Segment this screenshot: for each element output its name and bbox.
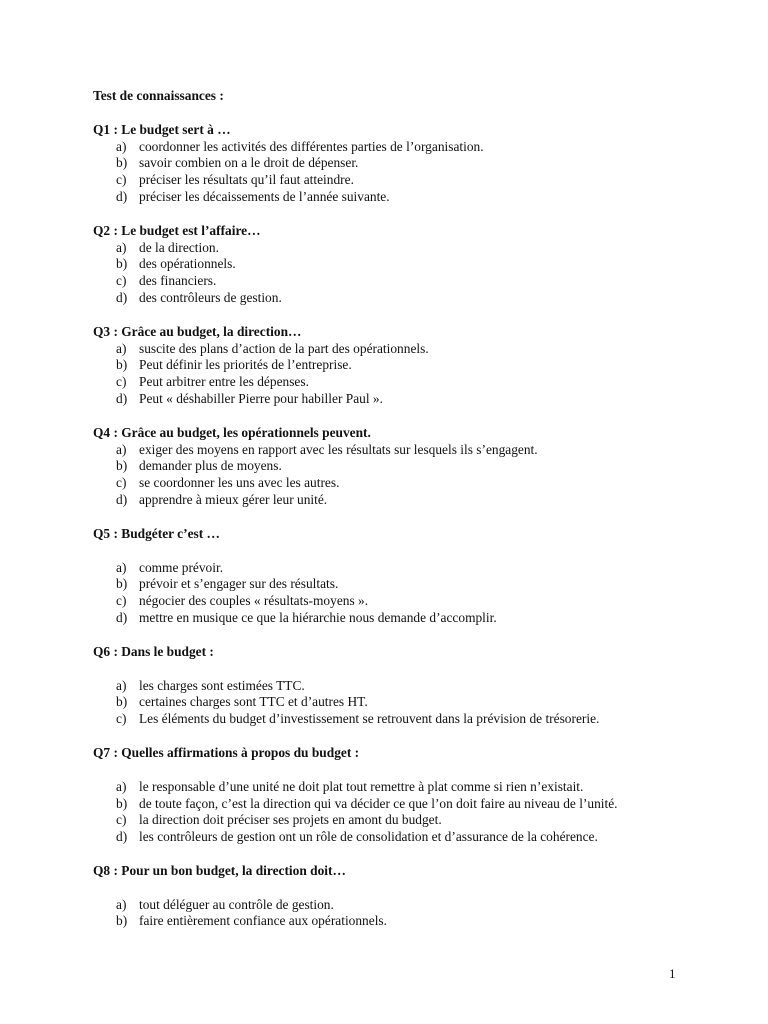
option-letter: b): [116, 694, 128, 710]
answer-option: [93, 694, 693, 711]
answer-option: [93, 391, 693, 408]
question-q6: [93, 644, 693, 728]
option-text: demander plus de moyens.: [139, 458, 282, 474]
option-text: la direction doit préciser ses projets en amont du budget.: [139, 812, 442, 828]
option-letter: c): [116, 172, 127, 188]
option-letter: b): [116, 458, 128, 474]
option-letter: d): [116, 829, 128, 845]
question-title: Q7 : Quelles affirmations à propos du budget :: [93, 744, 360, 760]
option-text: exiger des moyens en rapport avec les résultats sur lesquels ils s’engagent.: [139, 441, 538, 457]
answer-option: [93, 812, 693, 829]
question-title: Q8 : Pour un bon budget, la direction doit…: [93, 862, 346, 878]
option-text: suscite des plans d’action de la part des opérationnels.: [139, 340, 429, 356]
option-letter: c): [116, 374, 127, 390]
answer-options: [93, 139, 693, 206]
option-letter: a): [116, 896, 127, 912]
document-page: [93, 88, 693, 947]
option-letter: a): [116, 441, 127, 457]
answer-option: [93, 779, 693, 796]
option-text: tout déléguer au contrôle de gestion.: [139, 896, 334, 912]
option-text: mettre en musique ce que la hiérarchie nous demande d’accomplir.: [139, 609, 497, 625]
answer-option: [93, 492, 693, 509]
option-letter: a): [116, 778, 127, 794]
answer-options: [93, 240, 693, 307]
answer-options: [93, 779, 693, 846]
answer-option: [93, 897, 693, 914]
question-title: Q6 : Dans le budget :: [93, 643, 214, 659]
answer-option: [93, 155, 693, 172]
option-letter: d): [116, 390, 128, 406]
option-letter: a): [116, 677, 127, 693]
question-list: [93, 122, 693, 930]
question-title: Q1 : Le budget sert à …: [93, 121, 231, 137]
answer-option: [93, 796, 693, 813]
option-letter: a): [116, 138, 127, 154]
option-letter: a): [116, 340, 127, 356]
answer-option: [93, 829, 693, 846]
option-letter: b): [116, 795, 128, 811]
answer-option: [93, 273, 693, 290]
option-letter: a): [116, 239, 127, 255]
answer-option: [93, 711, 693, 728]
answer-option: [93, 341, 693, 358]
answer-option: [93, 678, 693, 695]
answer-option: [93, 560, 693, 577]
option-text: Peut définir les priorités de l’entreprise.: [139, 357, 352, 373]
option-text: comme prévoir.: [139, 559, 224, 575]
option-text: les contrôleurs de gestion ont un rôle de consolidation et d’assurance de la cohérence.: [139, 829, 598, 845]
option-letter: d): [116, 188, 128, 204]
option-text: Peut « déshabiller Pierre pour habiller Paul ».: [139, 390, 383, 406]
question-q5: [93, 526, 693, 627]
question-q1: [93, 122, 693, 206]
answer-option: [93, 240, 693, 257]
option-text: savoir combien on a le droit de dépenser.: [139, 155, 359, 171]
question-title: Q4 : Grâce au budget, les opérationnels peuvent.: [93, 424, 371, 440]
answer-options: [93, 442, 693, 509]
question-title: Q5 : Budgéter c’est …: [93, 525, 220, 541]
answer-option: [93, 189, 693, 206]
answer-option: [93, 913, 693, 930]
option-text: préciser les décaissements de l’année suivante.: [139, 188, 390, 204]
answer-option: [93, 610, 693, 627]
document-title: Test de connaissances :: [93, 88, 224, 103]
answer-option: [93, 442, 693, 459]
question-title: Q2 : Le budget est l’affaire…: [93, 222, 261, 238]
answer-option: [93, 576, 693, 593]
option-text: des financiers.: [139, 273, 217, 289]
option-letter: c): [116, 475, 127, 491]
option-text: de la direction.: [139, 239, 219, 255]
option-text: apprendre à mieux gérer leur unité.: [139, 491, 328, 507]
option-letter: c): [116, 273, 127, 289]
option-text: faire entièrement confiance aux opérationnels.: [139, 913, 387, 929]
answer-option: [93, 374, 693, 391]
question-q7: [93, 745, 693, 846]
question-q4: [93, 425, 693, 509]
option-text: le responsable d’une unité ne doit plat tout remettre à plat comme si rien n’existait.: [139, 778, 584, 794]
answer-options: [93, 678, 693, 728]
answer-option: [93, 593, 693, 610]
option-text: se coordonner les uns avec les autres.: [139, 475, 340, 491]
option-letter: d): [116, 609, 128, 625]
option-letter: d): [116, 491, 128, 507]
answer-option: [93, 290, 693, 307]
option-letter: c): [116, 711, 127, 727]
answer-options: [93, 897, 693, 931]
option-letter: b): [116, 357, 128, 373]
answer-option: [93, 357, 693, 374]
option-letter: c): [116, 812, 127, 828]
option-text: Peut arbitrer entre les dépenses.: [139, 374, 309, 390]
option-text: les charges sont estimées TTC.: [139, 677, 305, 693]
option-text: coordonner les activités des différentes parties de l’organisation.: [139, 138, 484, 154]
option-text: Les éléments du budget d’investissement se retrouvent dans la prévision de trésorerie.: [139, 711, 600, 727]
option-text: préciser les résultats qu’il faut atteindre.: [139, 172, 354, 188]
question-title: Q3 : Grâce au budget, la direction…: [93, 323, 302, 339]
option-letter: c): [116, 593, 127, 609]
option-text: des contrôleurs de gestion.: [139, 289, 282, 305]
option-text: prévoir et s’engager sur des résultats.: [139, 576, 339, 592]
question-q3: [93, 324, 693, 408]
option-letter: a): [116, 559, 127, 575]
option-text: de toute façon, c’est la direction qui va décider ce que l’on doit faire au niveau de l’unité.: [139, 795, 618, 811]
answer-option: [93, 256, 693, 273]
answer-option: [93, 458, 693, 475]
option-text: négocier des couples « résultats-moyens ».: [139, 593, 369, 609]
option-letter: b): [116, 576, 128, 592]
answer-options: [93, 341, 693, 408]
option-text: des opérationnels.: [139, 256, 236, 272]
question-q2: [93, 223, 693, 307]
answer-options: [93, 560, 693, 627]
option-letter: b): [116, 155, 128, 171]
option-letter: b): [116, 913, 128, 929]
answer-option: [93, 172, 693, 189]
question-q8: [93, 863, 693, 930]
page-number: 1: [669, 966, 676, 981]
answer-option: [93, 475, 693, 492]
answer-option: [93, 139, 693, 156]
option-letter: b): [116, 256, 128, 272]
option-text: certaines charges sont TTC et d’autres HT.: [139, 694, 368, 710]
option-letter: d): [116, 289, 128, 305]
